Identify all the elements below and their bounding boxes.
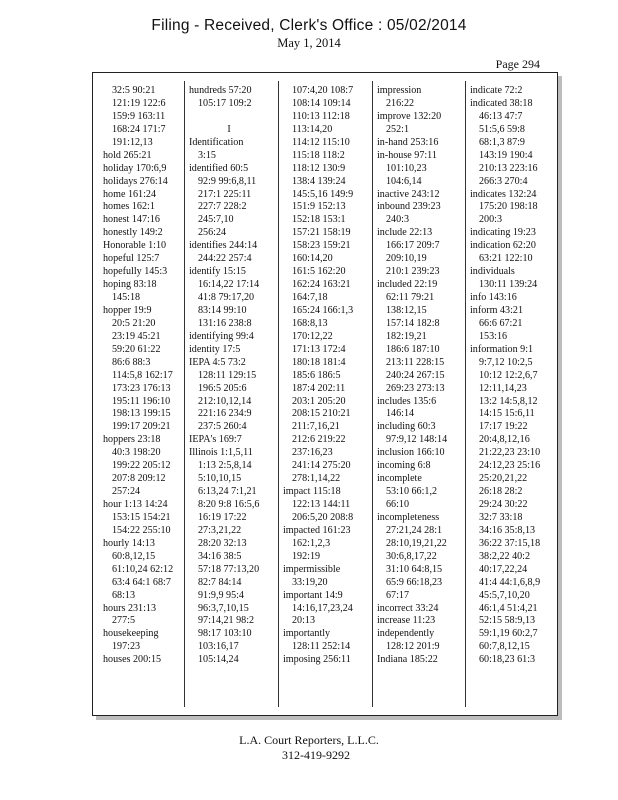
index-entry: include 22:13	[377, 227, 433, 239]
index-entry: 122:13 144:11	[292, 499, 351, 510]
index-entry: hundreds 57:20	[189, 85, 252, 96]
index-entry: 211:7,16,21	[292, 421, 340, 433]
index-entry: 157:21 158:19	[292, 227, 351, 239]
index-entry: 8:20 9:8 16:5,6	[198, 499, 260, 510]
index-entry: 60:7,8,12,15	[479, 641, 530, 653]
index-entry: 30:6,8,17,22	[386, 550, 437, 562]
index-entry: Illinois 1:1,5,11	[189, 447, 253, 459]
index-entry: 91:9,9 95:4	[198, 589, 244, 601]
index-entry: 237:5 260:4	[198, 421, 247, 433]
index-entry: independently	[377, 628, 435, 640]
index-entry: incoming 6:8	[377, 460, 431, 472]
index-column-3	[283, 85, 371, 667]
index-entry: 209:10,19	[386, 253, 427, 265]
index-entry: 9:7,12 10:2,5	[479, 356, 533, 368]
index-entry: 240:24 267:15	[386, 369, 445, 381]
index-entry: 60:8,12,15	[112, 550, 156, 562]
index-entry: 26:18 28:2	[479, 486, 523, 498]
index-entry: 162:24 163:21	[292, 279, 351, 291]
index-entry: 173:23 176:13	[112, 382, 171, 394]
index-entry: 3:15	[198, 149, 216, 161]
index-entry: information 9:1	[470, 343, 534, 355]
index-entry: 59:1,19 60:2,7	[479, 628, 538, 640]
index-entry: 241:14 275:20	[292, 460, 351, 472]
index-entry: housekeeping	[103, 628, 159, 640]
index-entry: 170:12,22	[292, 330, 333, 342]
index-entry: honest 147:16	[103, 214, 160, 226]
index-entry: identify 15:15	[189, 266, 246, 278]
index-entry: 217:1 225:11	[198, 188, 252, 200]
index-entry: 152:18 153:1	[292, 214, 346, 226]
index-entry: 114:12 115:10	[292, 136, 350, 148]
index-entry: 105:17 109:2	[198, 97, 252, 109]
index-entry: 103:16,17	[198, 641, 239, 653]
index-entry: 237:16,23	[292, 447, 333, 459]
court-reporter-phone: 312-419-9292	[282, 748, 350, 762]
index-entry: 203:1 205:20	[292, 395, 346, 407]
index-entry: 108:14 109:14	[292, 97, 351, 109]
index-entry: 21:22,23 23:10	[479, 447, 541, 459]
column-divider	[278, 81, 279, 707]
index-entry: holiday 170:6,9	[103, 162, 167, 174]
index-entry: 208:15 210:21	[292, 408, 351, 420]
index-entry: 130:11 139:24	[479, 279, 538, 291]
index-entry: 46:1,4 51:4,21	[479, 602, 538, 614]
index-entry: 118:12 130:9	[292, 162, 346, 174]
index-entry: 165:24 166:1,3	[292, 304, 354, 316]
index-entry: 45:5,7,10,20	[479, 589, 530, 601]
index-entry: honestly 149:2	[103, 227, 163, 239]
index-entry: 162:1,2,3	[292, 537, 331, 549]
index-column-5	[470, 85, 558, 667]
index-entry: 210:1 239:23	[386, 266, 440, 278]
index-entry: increase 11:23	[377, 615, 436, 627]
index-entry: 20:4,8,12,16	[479, 434, 530, 446]
index-entry: 138:12,15	[386, 304, 427, 316]
index-entry: indicates 132:24	[470, 188, 537, 200]
index-entry: 97:14,21 98:2	[198, 615, 255, 627]
index-entry: 186:6 187:10	[386, 343, 440, 355]
index-entry: 17:17 19:22	[479, 421, 528, 433]
index-entry: IEPA's 169:7	[189, 434, 242, 446]
index-entry: 206:5,20 208:8	[292, 511, 354, 523]
index-entry: 63:4 64:1 68:7	[112, 576, 171, 588]
index-entry: 158:23 159:21	[292, 240, 351, 252]
index-column-1	[103, 85, 191, 667]
index-entry: 28:10,19,21,22	[386, 537, 447, 549]
index-entry: identifying 99:4	[189, 330, 254, 342]
index-entry: 266:3 270:4	[479, 175, 528, 187]
index-entry: hours 231:13	[103, 602, 156, 614]
index-entry: 146:14	[386, 408, 415, 420]
document-date: May 1, 2014	[277, 36, 341, 50]
index-entry: 157:14 182:8	[386, 317, 440, 329]
index-entry: 98:17 103:10	[198, 628, 252, 640]
index-entry: 27:21,24 28:1	[386, 524, 443, 536]
index-entry: imposing 256:11	[283, 654, 351, 666]
index-entry: 207:8 209:12	[112, 473, 166, 485]
index-entry: 138:4 139:24	[292, 175, 346, 187]
index-entry: 166:17 209:7	[386, 240, 440, 252]
index-entry: included 22:19	[377, 279, 438, 291]
index-entry: Identification	[189, 136, 244, 148]
index-entry: holidays 276:14	[103, 175, 168, 187]
index-entry: 104:6,14	[386, 175, 422, 187]
index-entry: hopeful 125:7	[103, 253, 160, 265]
index-entry: 16:14,22 17:14	[198, 279, 260, 291]
index-entry: 41:4 44:1,6,8,9	[479, 576, 541, 588]
index-entry: impermissible	[283, 563, 341, 575]
index-entry: 97:9,12 148:14	[386, 434, 448, 446]
index-entry: 33:19,20	[292, 576, 328, 588]
index-entry: 171:13 172:4	[292, 343, 346, 355]
filing-stamp: Filing - Received, Clerk's Office : 05/02/2014	[151, 17, 467, 34]
index-entry: 175:20 198:18	[479, 201, 538, 213]
index-entry: inclusion 166:10	[377, 447, 445, 459]
index-entry: identified 60:5	[189, 162, 249, 174]
index-entry: indication 62:20	[470, 240, 536, 252]
index-entry: 195:11 196:10	[112, 395, 171, 407]
index-entry: 269:23 273:13	[386, 382, 445, 394]
index-entry: 145:18	[112, 292, 141, 303]
index-entry: 210:13 223:16	[479, 162, 538, 174]
index-entry: important 14:9	[283, 589, 343, 601]
index-entry: 32:7 33:18	[479, 511, 523, 523]
index-entry: hopefully 145:3	[103, 266, 168, 278]
index-entry: 6:13,24 7:1,21	[198, 486, 257, 498]
index-entry: 191:12,13	[112, 136, 153, 148]
index-entry: 113:14,20	[292, 123, 333, 135]
index-entry: inform 43:21	[470, 304, 523, 316]
index-entry: indicate 72:2	[470, 85, 523, 96]
index-entry: 40:3 198:20	[112, 447, 161, 459]
index-entry: 187:4 202:11	[292, 382, 346, 394]
index-entry: 24:12,23 25:16	[479, 460, 541, 472]
index-entry: info 143:16	[470, 292, 517, 303]
index-entry: 40:17,22,24	[479, 563, 528, 575]
index-entry: identity 17:5	[189, 343, 241, 355]
index-entry: 53:10 66:1,2	[386, 486, 438, 498]
index-entry: 278:1,14,22	[292, 473, 341, 485]
index-entry: 96:3,7,10,15	[198, 602, 249, 614]
index-entry: 200:3	[479, 214, 502, 226]
index-entry: 154:22 255:10	[112, 524, 171, 536]
index-entry: impact 115:18	[283, 486, 341, 498]
index-entry: 10:12 12:2,6,7	[479, 369, 538, 381]
index-entry: 46:13 47:7	[479, 110, 523, 122]
index-entry: 164:7,18	[292, 292, 328, 303]
index-entry: 68:13	[112, 589, 135, 601]
index-entry: in-hand 253:16	[377, 136, 439, 148]
index-entry: 143:19 190:4	[479, 149, 533, 161]
index-entry: incomplete	[377, 473, 422, 485]
index-entry: 159:9 163:11	[112, 110, 166, 122]
index-entry: 38:2,22 40:2	[479, 550, 531, 562]
index-entry: 14:15 15:6,11	[479, 408, 535, 420]
index-entry: 27:3,21,22	[198, 524, 242, 536]
index-entry: 5:10,10,15	[198, 473, 242, 485]
index-column-4	[377, 85, 465, 667]
index-entry: 153:16	[479, 330, 508, 342]
index-entry: 28:20 32:13	[198, 537, 247, 549]
index-entry: 240:3	[386, 214, 409, 226]
index-entry: 114:5,8 162:17	[112, 369, 173, 381]
index-entry: 115:18 118:2	[292, 149, 345, 161]
index-entry: indicating 19:23	[470, 227, 536, 239]
word-index-frame	[92, 72, 558, 716]
index-entry: 13:2 14:5,8,12	[479, 395, 538, 407]
index-entry: 198:13 199:15	[112, 408, 171, 420]
index-entry: 221:16 234:9	[198, 408, 252, 420]
index-letter-heading: I	[227, 123, 231, 135]
index-entry: 153:15 154:21	[112, 511, 171, 523]
index-entry: 244:22 257:4	[198, 253, 252, 265]
index-entry: 277:5	[112, 615, 135, 627]
index-entry: hoping 83:18	[103, 279, 157, 291]
index-entry: 199:17 209:21	[112, 421, 171, 433]
index-entry	[189, 111, 277, 124]
index-entry: 14:16,17,23,24	[292, 602, 353, 614]
index-entry: 20:13	[292, 615, 315, 627]
index-entry: 66:10	[386, 499, 409, 510]
index-entry: 161:5 162:20	[292, 266, 346, 278]
index-entry: 252:1	[386, 123, 409, 135]
index-entry: 92:9 99:6,8,11	[198, 175, 257, 187]
index-entry: Indiana 185:22	[377, 654, 438, 666]
index-entry: 216:22	[386, 97, 415, 109]
index-entry: 67:17	[386, 589, 409, 601]
index-entry: IEPA 4:5 73:2	[189, 356, 246, 368]
index-entry: 227:7 228:2	[198, 201, 247, 213]
column-divider	[184, 81, 185, 707]
index-entry: identifies 244:14	[189, 240, 258, 252]
index-entry: hour 1:13 14:24	[103, 499, 168, 510]
index-entry: 168:8,13	[292, 317, 328, 329]
index-entry: 52:15 58:9,13	[479, 615, 536, 627]
index-entry: incompleteness	[377, 511, 440, 523]
index-entry: 63:21 122:10	[479, 253, 533, 265]
index-entry: includes 135:6	[377, 395, 437, 407]
index-entry: improve 132:20	[377, 110, 442, 122]
index-entry: inactive 243:12	[377, 188, 440, 200]
index-entry: impacted 161:23	[283, 524, 351, 536]
index-entry: 196:5 205:6	[198, 382, 247, 394]
index-entry: 145:5,16 149:9	[292, 188, 354, 200]
index-entry: 192:19	[292, 550, 321, 562]
index-entry: individuals	[470, 266, 515, 278]
index-entry: 57:18 77:13,20	[198, 563, 260, 575]
index-entry: 20:5 21:20	[112, 317, 156, 329]
index-entry: 62:11 79:21	[386, 292, 435, 303]
index-entry: 29:24 30:22	[479, 499, 528, 510]
index-entry: home 161:24	[103, 188, 156, 200]
index-entry: 25:20,21,22	[479, 473, 528, 485]
index-entry: hoppers 23:18	[103, 434, 161, 446]
index-entry: 65:9 66:18,23	[386, 576, 443, 588]
index-entry: 212:10,12,14	[198, 395, 252, 407]
index-entry: 34:16 38:5	[198, 550, 242, 562]
index-entry: 128:11 129:15	[198, 369, 257, 381]
index-entry: 180:18 181:4	[292, 356, 346, 368]
index-entry: 245:7,10	[198, 214, 234, 226]
index-entry: 59:20 61:22	[112, 343, 161, 355]
index-entry: 107:4,20 108:7	[292, 85, 354, 96]
index-entry: 168:24 171:7	[112, 123, 166, 135]
index-entry: 82:7 84:14	[198, 576, 242, 588]
index-entry: 34:16 35:8,13	[479, 524, 536, 536]
index-entry: 12:11,14,23	[479, 382, 527, 394]
index-entry: 16:19 17:22	[198, 511, 247, 523]
index-entry: 60:18,23 61:3	[479, 654, 536, 666]
index-entry: 51:5,6 59:8	[479, 123, 525, 135]
index-entry: 182:19,21	[386, 330, 427, 342]
index-entry: 121:19 122:6	[112, 97, 166, 109]
index-entry: 68:1,3 87:9	[479, 136, 525, 148]
index-entry: 256:24	[198, 227, 227, 239]
index-entry: 41:8 79:17,20	[198, 292, 255, 303]
index-entry: 257:24	[112, 486, 141, 498]
index-entry: 83:14 99:10	[198, 304, 247, 316]
index-entry: 36:22 37:15,18	[479, 537, 541, 549]
index-entry: 151:9 152:13	[292, 201, 346, 213]
page-number: Page 294	[495, 57, 540, 71]
index-entry: 86:6 88:3	[112, 356, 151, 368]
index-entry: Honorable 1:10	[103, 240, 167, 252]
index-entry: including 60:3	[377, 421, 436, 433]
index-entry: indicated 38:18	[470, 97, 533, 109]
index-column-2	[189, 85, 277, 667]
index-entry: 23:19 45:21	[112, 330, 161, 342]
index-entry: importantly	[283, 628, 331, 640]
index-entry: 197:23	[112, 641, 141, 653]
index-entry: 213:11 228:15	[386, 356, 445, 368]
index-entry: 185:6 186:5	[292, 369, 341, 381]
index-entry: 101:10,23	[386, 162, 427, 174]
index-entry: 110:13 112:18	[292, 110, 350, 122]
index-entry: impression	[377, 85, 422, 96]
index-entry: 32:5 90:21	[112, 85, 156, 96]
index-entry: 66:6 67:21	[479, 317, 523, 329]
index-entry: hopper 19:9	[103, 304, 152, 316]
index-entry: 128:12 201:9	[386, 641, 440, 653]
index-entry: 105:14,24	[198, 654, 239, 666]
index-entry: homes 162:1	[103, 201, 155, 213]
index-entry: 1:13 2:5,8,14	[198, 460, 252, 472]
column-divider	[372, 81, 373, 707]
index-entry: in-house 97:11	[377, 149, 437, 161]
index-entry: hold 265:21	[103, 149, 152, 161]
index-entry: incorrect 33:24	[377, 602, 439, 614]
index-entry: 31:10 64:8,15	[386, 563, 443, 575]
court-reporter-name: L.A. Court Reporters, L.L.C.	[239, 733, 379, 747]
index-entry: 131:16 238:8	[198, 317, 252, 329]
column-divider	[465, 81, 466, 707]
index-entry: houses 200:15	[103, 654, 162, 666]
index-entry: 199:22 205:12	[112, 460, 171, 472]
index-entry: 212:6 219:22	[292, 434, 346, 446]
index-entry: inbound 239:23	[377, 201, 441, 213]
index-entry: 128:11 252:14	[292, 641, 351, 653]
index-entry: hourly 14:13	[103, 537, 155, 549]
index-entry: 61:10,24 62:12	[112, 563, 174, 575]
index-entry: 160:14,20	[292, 253, 333, 265]
